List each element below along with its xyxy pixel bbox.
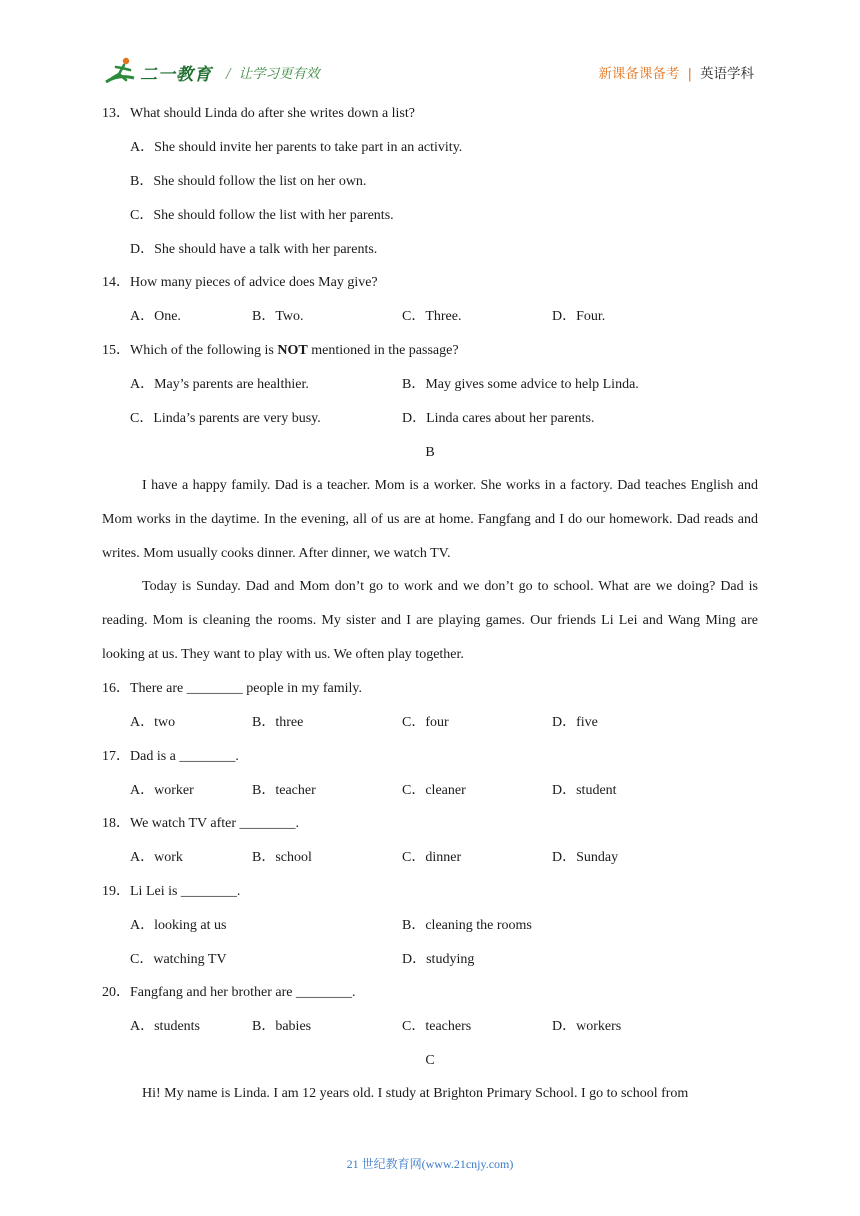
q20-option-c: C．teachers xyxy=(402,1019,472,1034)
q15-option-c: C．Linda’s parents are very busy. xyxy=(130,411,321,426)
q14-option-a: A．One. xyxy=(130,309,181,324)
slogan xyxy=(226,62,320,82)
q13-option-a: A．She should invite her parents to take part in an activity. xyxy=(130,140,463,155)
q17-option-c: C．cleaner xyxy=(402,783,466,798)
q20-option-a: A．students xyxy=(130,1019,200,1034)
q18-option-c: C．dinner xyxy=(402,850,462,865)
runner-logo-icon xyxy=(104,56,144,88)
section-b-heading: B xyxy=(425,445,435,460)
q20-option-b: B．babies xyxy=(252,1019,312,1034)
q19-option-a: A．looking at us xyxy=(130,918,227,933)
q14-option-b: B．Two. xyxy=(252,309,304,324)
q19-stem: 19．Li Lei is ________. xyxy=(102,884,241,899)
q15-stem-bold: NOT xyxy=(277,343,308,358)
q17-stem: 17．Dad is a ________. xyxy=(102,749,239,764)
slogan-slash: / xyxy=(226,66,231,82)
q16-stem: 16．There are ________ people in my family. xyxy=(102,681,362,696)
header-subject: 英语学科 xyxy=(700,66,754,82)
q15-stem-a: 15．Which of the following is xyxy=(102,343,278,358)
q13-option-b: B．She should follow the list on her own. xyxy=(130,174,367,189)
q18-option-d: D．Sunday xyxy=(552,850,619,865)
q19-option-d: D．studying xyxy=(402,952,475,967)
q18-option-b: B．school xyxy=(252,850,312,865)
q15-stem-b: mentioned in the passage? xyxy=(307,343,459,358)
q17-option-b: B．teacher xyxy=(252,783,316,798)
q16-option-d: D．five xyxy=(552,715,598,730)
q13-option-c: C．She should follow the list with her parents. xyxy=(130,208,394,223)
q13-option-d: D．She should have a talk with her parents. xyxy=(130,242,378,257)
q14-option-d: D．Four. xyxy=(552,309,606,324)
q16-option-a: A．two xyxy=(130,715,176,730)
logo xyxy=(104,56,216,88)
passage-c-paragraph-1: Hi! My name is Linda. I am 12 years old. I study at Brighton Primary School. I go to school from xyxy=(142,1086,689,1101)
q17-option-d: D．student xyxy=(552,783,617,798)
q15-stem xyxy=(102,342,459,360)
q19-option-b: B．cleaning the rooms xyxy=(402,918,532,933)
q15-option-a: A．May’s parents are healthier. xyxy=(130,377,309,392)
q14-option-c: C．Three. xyxy=(402,309,462,324)
page-footer: 21 世纪教育网(www.21cnjy.com) xyxy=(346,1157,514,1171)
passage-b-paragraph-2: Today is Sunday. Dad and Mom don’t go to work and we don’t go to school. What are we doing? Dad is reading. Mom is cleaning the rooms. My sister and I are playing games. Our friends Li Lei and Wang Ming are looking at us. They want to play with us. We often play together. xyxy=(102,579,758,662)
logo-text: 二一教育 xyxy=(140,65,212,85)
q15-option-d: D．Linda cares about her parents. xyxy=(402,411,595,426)
section-c-heading: C xyxy=(425,1053,435,1068)
q20-stem: 20．Fangfang and her brother are ________. xyxy=(102,985,356,1000)
q16-option-b: B．three xyxy=(252,715,304,730)
passage-b-paragraph-1: I have a happy family. Dad is a teacher. Mom is a worker. She works in a factory. Dad teaches English and Mom works in the daytime. In the evening, all of us are at home. Fangfang and I do our homework. Dad reads and writes. Mom usually cooks dinner. After dinner, we watch TV. xyxy=(102,478,758,561)
q14-stem: 14．How many pieces of advice does May give? xyxy=(102,275,378,290)
slogan-text: 让学习更有效 xyxy=(238,66,320,82)
q15-option-b: B．May gives some advice to help Linda. xyxy=(402,377,639,392)
q16-option-c: C．four xyxy=(402,715,449,730)
q18-option-a: A．work xyxy=(130,850,183,865)
header-right xyxy=(598,62,754,82)
header-divider: | xyxy=(687,66,692,82)
q19-option-c: C．watching TV xyxy=(130,952,227,967)
page-header xyxy=(104,56,756,92)
header-tag: 新课备课备考 xyxy=(598,66,680,82)
q20-option-d: D．workers xyxy=(552,1019,622,1034)
q17-option-a: A．worker xyxy=(130,783,194,798)
q18-stem: 18．We watch TV after ________. xyxy=(102,816,300,831)
q13-stem: 13．What should Linda do after she writes down a list? xyxy=(102,106,415,121)
